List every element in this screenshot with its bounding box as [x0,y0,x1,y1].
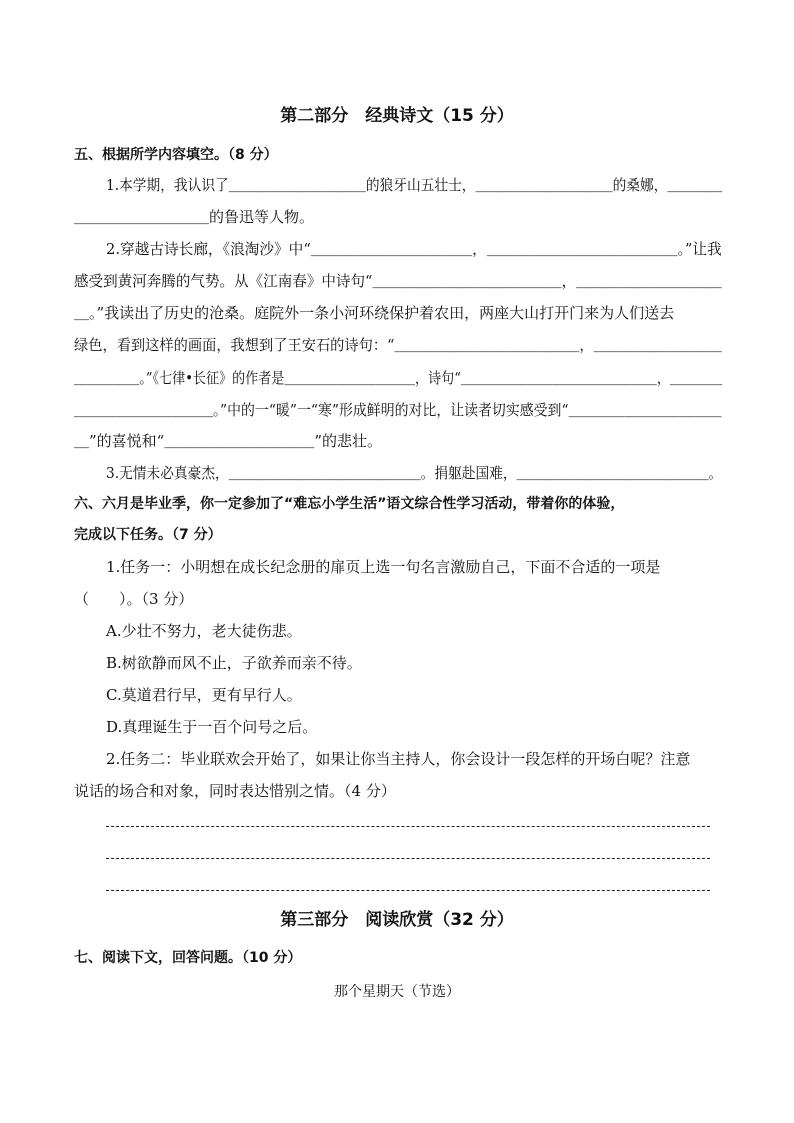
q5-line-2: ＿＿＿＿＿＿＿＿＿的鲁迅等人物。 [74,208,315,226]
q5-heading: 五、根据所学内容填空。（8 分） [74,147,278,163]
passage-title: 那个星期天（节选） [334,984,460,1000]
q5-line-7: ＿＿＿＿＿。”《七律•长征》的作者是＿＿＿＿＿＿＿＿＿＿，诗句“＿＿＿＿＿＿＿＿＿＿＿＿＿＿＿，＿＿＿＿ [74,369,723,387]
option-a: A.少壮不努力，老大徒伤悲。 [106,622,302,640]
task2-line-2: 说话的场合和对象，同时表达惜别之情。（4 分） [74,782,396,800]
q7-heading: 七、阅读下文，回答问题。（10 分） [74,950,302,966]
q5-line-4: 感受到黄河奔腾的气势。从《江南春》中诗句“＿＿＿＿＿＿＿＿＿＿＿＿＿，＿＿＿＿＿＿＿＿＿＿ [74,272,722,290]
q5-line-8: ＿＿＿＿＿＿＿＿＿＿。”中的一“暖”一“寒”形成鲜明的对比，让读者切实感受到“＿＿＿＿＿＿＿＿＿＿＿ [74,401,722,419]
q6-heading-line-1: 六、六月是毕业季，你一定参加了“难忘小学生活”语文综合性学习活动，带着你的体验， [74,496,625,512]
answer-line-1[interactable] [106,826,710,827]
task1-line-2: （ ）。（3 分） [74,590,194,608]
option-d: D.真理诞生于一百个问号之后。 [106,718,318,736]
answer-line-3[interactable] [106,890,710,891]
answer-line-2[interactable] [106,858,710,859]
q5-line-1: 1.本学期，我认识了＿＿＿＿＿＿＿＿＿＿的狼牙山五壮士，＿＿＿＿＿＿＿＿＿＿的桑娜，＿＿＿＿ [106,176,723,194]
part3-title: 第三部分 阅读欣赏（32 分） [280,910,514,930]
q5-line-5: ＿。”我读出了历史的沧桑。庭院外一条小河环绕保护着农田，两座大山打开门来为人们送去 [74,304,675,322]
option-c: C.莫道君行早，更有早行人。 [106,686,302,704]
q6-heading-line-2: 完成以下任务。（7 分） [74,527,222,543]
part2-title: 第二部分 经典诗文（15 分） [280,106,514,126]
task2-line-1: 2.任务二：毕业联欢会开始了，如果让你当主持人，你会设计一段怎样的开场白呢？注意 [106,750,691,768]
q5-line-3: 2.穿越古诗长廊，《浪淘沙》中“＿＿＿＿＿＿＿＿＿＿＿，＿＿＿＿＿＿＿＿＿＿＿＿＿。”让我 [106,240,722,258]
q5-line-10: 3.无情未必真豪杰，＿＿＿＿＿＿＿＿＿＿＿＿＿＿。捐躯赴国难，＿＿＿＿＿＿＿＿＿＿＿＿＿＿。 [106,464,723,482]
q5-line-6: 绿色，看到这样的画面，我想到了王安石的诗句：“＿＿＿＿＿＿＿＿＿＿＿＿＿，＿＿＿＿＿＿＿＿＿ [74,336,722,354]
option-b: B.树欲静而风不止，子欲养而亲不待。 [106,654,362,672]
task1-line-1: 1.任务一：小明想在成长纪念册的扉页上选一句名言激励自己，下面不合适的一项是 [106,558,661,576]
q5-line-9: ＿”的喜悦和“＿＿＿＿＿＿＿＿＿＿”的悲壮。 [74,432,383,450]
